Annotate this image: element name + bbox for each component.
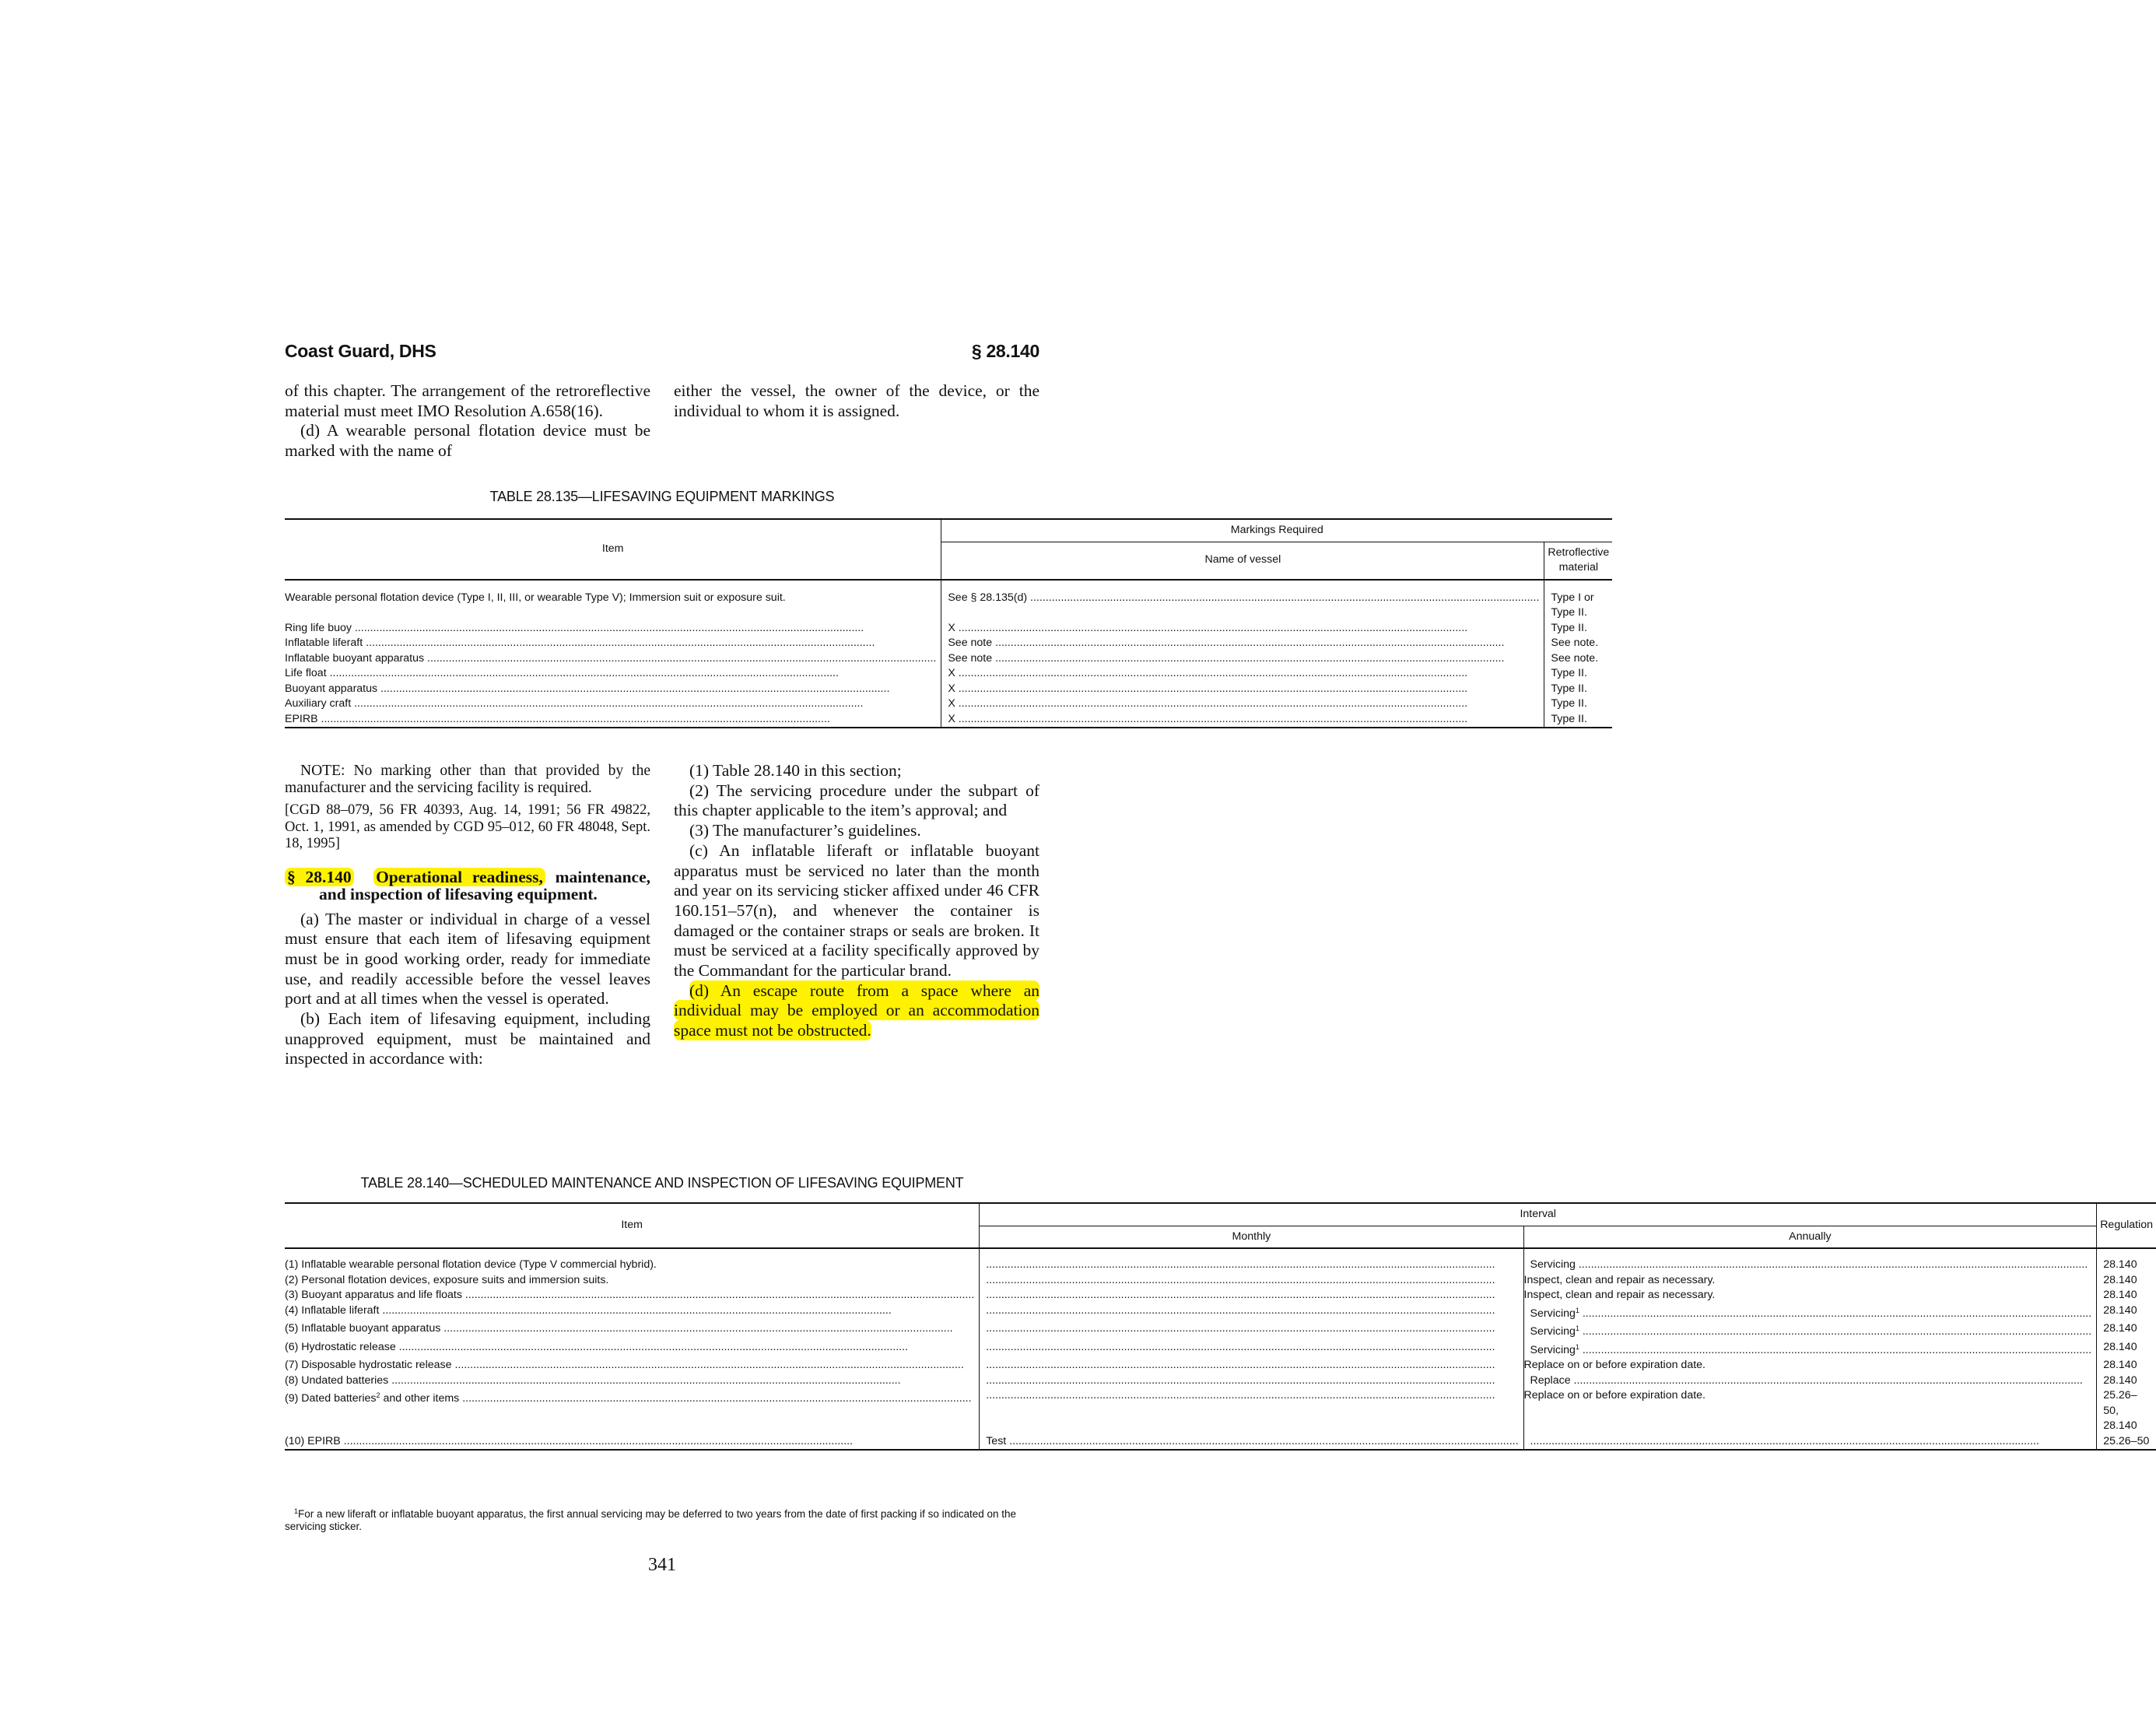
section-heading	[285, 868, 650, 903]
paragraph-b: (b) Each item of lifesaving equipment, including unapproved equipment, must be maintained and inspected in accordance with:	[285, 1009, 650, 1068]
left-column	[285, 763, 650, 1069]
table-row: Auxiliary craft ..... X ..... Type II.	[285, 696, 1612, 712]
table-footnote	[285, 1505, 1039, 1533]
running-head-section: § 28.140	[971, 341, 1039, 361]
col-header-retroflective-material: Retroflective material	[1544, 542, 1612, 580]
source-citation: [CGD 88–079, 56 FR 40393, Aug. 14, 1991; 56 FR 49822, Oct. 1, 1991, as amended by CGD 95–012, 60 FR 48048, Sept. 18, 1995]	[285, 802, 650, 851]
table-row: (2) Personal flotation devices, exposure suits and immersion suits. ..... Inspect, clean and repair as necessary. 28.140	[285, 1273, 2156, 1289]
table-row: Inflatable buoyant apparatus ..... See note ..... See note.	[285, 651, 1612, 667]
table-28-135	[285, 518, 1612, 728]
table-row: (7) Disposable hydrostatic release ..... ..... Replace on or before expiration date. 28.140	[285, 1358, 2156, 1373]
table-row: (3) Buoyant apparatus and life floats ..... ..... Inspect, clean and repair as necessary. 28.140	[285, 1288, 2156, 1303]
footnote-ref: 1	[1575, 1306, 1579, 1314]
table-row: (4) Inflatable liferaft ..... ..... Servicing$^1$ ..... 28.140	[285, 1303, 2156, 1322]
table-28-140	[285, 1202, 2156, 1451]
paragraph-a: (a) The master or individual in charge of a vessel must ensure that each item of lifesaving equipment must be in good working order, ready for immediate use, and readily accessible before the vessel leaves port and at all times when the vessel is operated.	[285, 909, 650, 1009]
note-label: NOTE:	[300, 763, 345, 779]
note-text: No marking other than that provided by the manufacturer and the servicing facility is required.	[285, 763, 650, 796]
footnote-ref: 1	[1575, 1324, 1579, 1332]
top-right-column	[674, 381, 1039, 421]
right-column	[674, 761, 1039, 1041]
table-28-140-caption: TABLE 28.140—SCHEDULED MAINTENANCE AND INSPECTION OF LIFESAVING EQUIPMENT	[360, 1175, 964, 1191]
table-row: Life float ..... X ..... Type II.	[285, 666, 1612, 682]
section-number: § 28.140	[285, 868, 354, 886]
top-left-column	[285, 381, 650, 461]
table-row: (10) EPIRB ..... Test ..... ..... 25.26–50	[285, 1434, 2156, 1451]
page-number: 341	[648, 1555, 676, 1575]
table-row: (9) Dated batteries$^2$ and other items ..... ..... Replace on or before expiration date. 25.26–50, 28.140	[285, 1388, 2156, 1434]
col-header-name-of-vessel: Name of vessel	[941, 542, 1544, 580]
table-28-135-caption: TABLE 28.135—LIFESAVING EQUIPMENT MARKINGS	[489, 489, 835, 504]
running-head-agency: Coast Guard, DHS	[285, 341, 436, 361]
section-title-rest: maintenance, and inspection of lifesaving equipment.	[319, 867, 651, 903]
note	[285, 763, 650, 796]
list-item-3: (3) The manufacturer’s guidelines.	[689, 821, 921, 840]
table-row: Wearable personal flotation device (Type I, II, III, or wearable Type V); Immersion suit or exposure suit. See § 28.135(d) ..... Type I or Type II.	[285, 591, 1612, 621]
table-row: (5) Inflatable buoyant apparatus ..... ..... Servicing$^1$ ..... 28.140	[285, 1321, 2156, 1340]
footnote-mark: 1	[294, 1507, 299, 1515]
table-row: Inflatable liferaft ..... See note ..... See note.	[285, 636, 1612, 651]
footnote-ref: 2	[376, 1391, 380, 1399]
col-header-interval: Interval	[980, 1203, 2097, 1226]
section-title-highlighted: Operational readiness,	[373, 868, 545, 886]
footnote-ref: 1	[1575, 1342, 1579, 1351]
table-row: (6) Hydrostatic release ..... ..... Servicing$^1$ ..... 28.140	[285, 1340, 2156, 1359]
table-row: EPIRB ..... X ..... Type II.	[285, 712, 1612, 728]
paragraph: either the vessel, the owner of the device, or the individual to whom it is assigned.	[674, 381, 1039, 420]
running-head	[285, 341, 1039, 362]
col-header-monthly: Monthly	[980, 1226, 1523, 1248]
col-header-regulation: Regulation	[2097, 1203, 2156, 1248]
highlighted-text: (d) An escape route from a space where an individual may be employed or an accommodation space must not be obstructed.	[674, 981, 1039, 1040]
col-header-item: Item	[285, 1203, 980, 1248]
paragraph-d-highlighted	[674, 981, 1039, 1041]
paragraph-d: (d) A wearable personal flotation device must be marked with the name of	[285, 421, 650, 461]
col-header-annually: Annually	[1523, 1226, 2097, 1248]
table-row: Buoyant apparatus ..... X ..... Type II.	[285, 682, 1612, 697]
footnote-text: For a new liferaft or inflatable buoyant apparatus, the first annual servicing may be deferred to two years from the date of first packing if so indicated on the servicing sticker.	[285, 1508, 1017, 1532]
col-header-item: Item	[285, 519, 941, 580]
table-row: Ring life buoy ..... X ..... Type II.	[285, 621, 1612, 637]
table-row: (8) Undated batteries ..... ..... Replace ..... 28.140	[285, 1373, 2156, 1389]
table-row: (1) Inflatable wearable personal flotation device (Type V commercial hybrid). ..... Servicing ..... 28.140	[285, 1258, 2156, 1273]
paragraph-c: (c) An inflatable liferaft or inflatable buoyant apparatus must be serviced no later than the month and year on its servicing sticker affixed under 46 CFR 160.151–57(n), and whenever the container is damaged or the container straps or seals are broken. It must be serviced at a facility specifically approved by the Commandant for the particular brand.	[674, 840, 1039, 981]
list-item-2: (2) The servicing procedure under the subpart of this chapter applicable to the item’s approval; and	[674, 781, 1039, 820]
col-header-markings-required: Markings Required	[941, 519, 1612, 542]
list-item-1: (1) Table 28.140 in this section;	[689, 761, 902, 780]
paragraph: of this chapter. The arrangement of the retroreflective material must meet IMO Resolution A.658(16).	[285, 381, 650, 420]
